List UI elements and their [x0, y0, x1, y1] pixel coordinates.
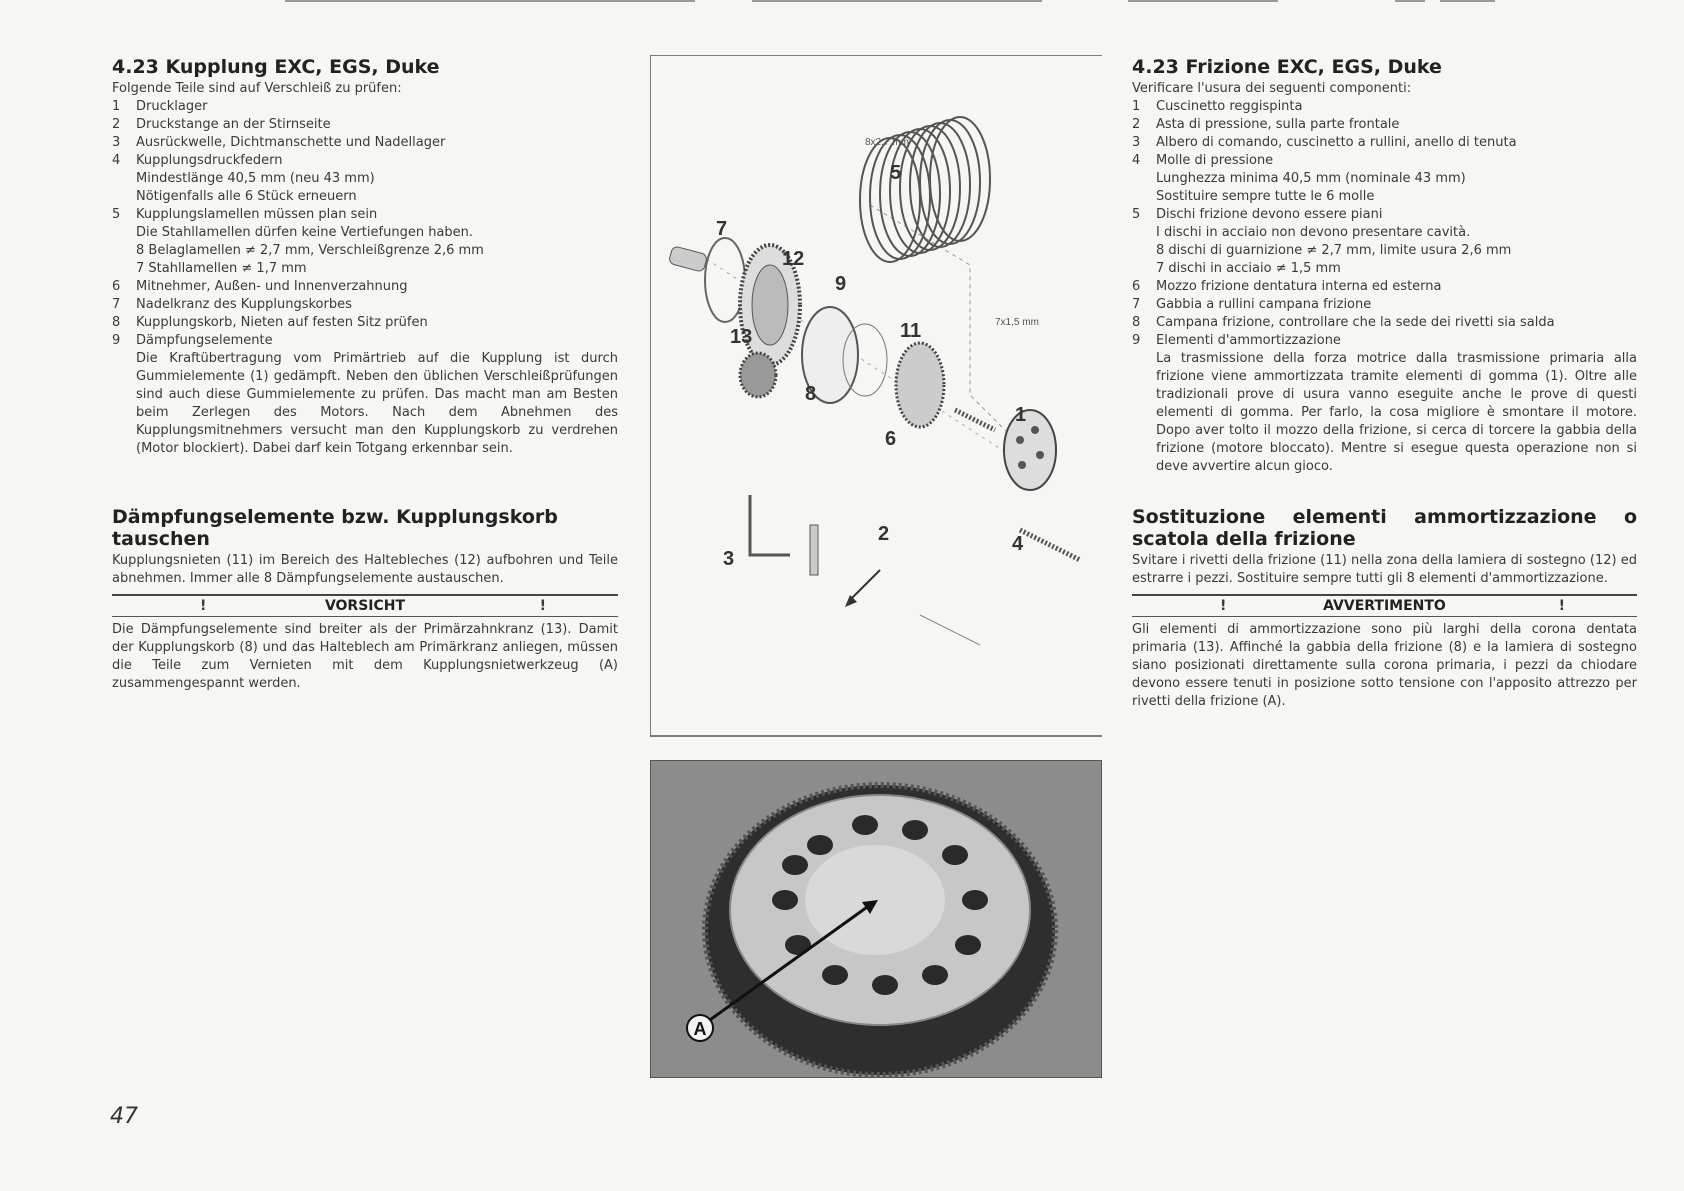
top-rule	[752, 0, 1042, 2]
right-column	[1132, 56, 1637, 711]
dimension-plates: 8x2,7 mm	[865, 137, 909, 148]
item9-text-de: Die Kraftübertragung vom Primärtrieb auf die Kupplung ist durch Gummielemente (1) gedämpft. Neben den üblichen Verschleißprüfungen sind auch diese Gummielemente zu prüfen. Das macht man am Besten beim Zerlegen des Motors. Nach dem Abnehmen des Kupplungsmitnehmers versucht man den Kupplungskorb zu verdrehen (Motor blockiert). Dabei darf kein Totgang erkennbar sein.	[136, 351, 618, 456]
warning-mark: !	[1220, 598, 1227, 614]
section-title-de: 4.23 Kupplung EXC, EGS, Duke	[112, 56, 440, 78]
list-item: 3 Ausrückwelle, Dichtmanschette und Nadellager	[112, 135, 446, 150]
warning-text-de: Die Dämpfungselemente sind breiter als der Primärzahnkranz (13). Damit der Kupplungskorb (8) und das Halteblech am Primärkranz anliegen, müssen die Teile zum Vernieten mit dem Kupplungsnietwerkzeug (A) zusammengespannt werden.	[112, 622, 618, 691]
list-subline: Sostituire sempre tutte le 6 molle	[1156, 189, 1375, 204]
callout-5: 5	[890, 162, 902, 184]
warning-mark: !	[539, 598, 546, 614]
list-subline: I dischi in acciaio non devono presentare cavità.	[1156, 225, 1471, 240]
warning-label: AVVERTIMENTO	[1323, 598, 1446, 614]
warning-label: VORSICHT	[324, 598, 406, 614]
section-title-it: 4.23 Frizione EXC, EGS, Duke	[1132, 56, 1442, 78]
callout-9: 9	[835, 273, 847, 295]
list-item: 3 Albero di comando, cuscinetto a rullini, anello di tenuta	[1132, 135, 1517, 150]
callout-13: 13	[730, 326, 753, 348]
list-item: 2 Druckstange an der Stirnseite	[112, 117, 331, 132]
list-subline: 8 Belaglamellen ≠ 2,7 mm, Verschleißgrenze 2,6 mm	[136, 243, 484, 258]
list-item: 8 Campana frizione, controllare che la sede dei rivetti sia salda	[1132, 315, 1555, 330]
callout-3: 3	[723, 548, 735, 570]
list-item: 6 Mitnehmer, Außen- und Innenverzahnung	[112, 279, 408, 294]
callout-1: 1	[1015, 404, 1027, 426]
item9-text-it: La trasmissione della forza motrice dalla trasmissione primaria alla frizione viene ammortizzata tramite elementi di gomma (1). Oltre alle tradizionali prove di usura vanno eseguite anche le prove di questi elementi di gomma. Per farlo, la cosa migliore è smontare il motore. Dopo aver tolto il mozzo della frizione, si cerca di torcere la gabbia della frizione (motore bloccato). Mentre si esegue questa operazione non si deve avvertire alcun gioco.	[1156, 351, 1637, 474]
list-item: 9 Elementi d'ammortizzazione	[1132, 333, 1341, 348]
para2-de: Kupplungsnieten (11) im Bereich des Haltebleches (12) aufbohren und Teile abnehmen. Immer alle 8 Dämpfungselemente austauschen.	[112, 553, 618, 586]
top-rule	[285, 0, 695, 2]
list-item: 1 Drucklager	[112, 99, 208, 114]
section-title2-de: Dämpfungselemente bzw. Kupplungskorb tauschen	[112, 506, 558, 550]
callout-6: 6	[885, 428, 897, 450]
page-number: 47	[110, 1104, 138, 1129]
list-subline: Mindestlänge 40,5 mm (neu 43 mm)	[136, 171, 375, 186]
list-item: 2 Asta di pressione, sulla parte frontale	[1132, 117, 1400, 132]
top-rule	[1128, 0, 1278, 2]
photo-callout-a: A	[693, 1019, 707, 1039]
list-item: 7 Nadelkranz des Kupplungskorbes	[112, 297, 352, 312]
clutch-exploded-diagram	[650, 55, 1102, 737]
list-item: 5 Dischi frizione devono essere piani	[1132, 207, 1383, 222]
top-rule	[1440, 0, 1495, 2]
list-item: 4 Molle di pressione	[1132, 153, 1274, 168]
list-subline: 8 dischi di guarnizione ≠ 2,7 mm, limite usura 2,6 mm	[1156, 243, 1512, 258]
callout-8: 8	[805, 383, 817, 405]
callout-2: 2	[878, 523, 890, 545]
list-item: 6 Mozzo frizione dentatura interna ed esterna	[1132, 279, 1442, 294]
list-subline: Nötigenfalls alle 6 Stück erneuern	[136, 189, 357, 204]
list-item: 9 Dämpfungselemente	[112, 333, 273, 348]
list-item: 4 Kupplungsdruckfedern	[112, 153, 283, 168]
list-item: 1 Cuscinetto reggispinta	[1132, 99, 1303, 114]
list-subline: Lunghezza minima 40,5 mm (nominale 43 mm)	[1156, 171, 1466, 186]
list-subline: 7 dischi in acciaio ≠ 1,5 mm	[1156, 261, 1341, 276]
list-item: 7 Gabbia a rullini campana frizione	[1132, 297, 1372, 312]
intro-de: Folgende Teile sind auf Verschleiß zu prüfen:	[112, 81, 402, 96]
para2-it: Svitare i rivetti della frizione (11) nella zona della lamiera di sostegno (12) ed estrarre i pezzi. Sostituire sempre tutti gli 8 elementi d'ammortizzazione.	[1132, 553, 1637, 586]
warning-mark: !	[200, 598, 207, 614]
check-list-it	[1132, 98, 1637, 170]
callout-11: 11	[900, 320, 922, 342]
warning-text-it: Gli elementi di ammortizzazione sono più larghi della corona dentata primaria (13). Affinché la gabbia della frizione (8) e la lamiera di sostegno siano posizionati direttamente sulla corona primaria, i pezzi da chiodare devono essere tenuti in posizione sotto tensione con l'apposito attrezzo per rivetti della frizione (A).	[1132, 622, 1637, 709]
dimension-steel: 7x1,5 mm	[995, 317, 1039, 328]
warning-bar-it	[1132, 594, 1637, 617]
warning-bar-de	[112, 594, 618, 617]
list-item: 5 Kupplungslamellen müssen plan sein	[112, 207, 378, 222]
section-title2-it: Sostituzione elementi ammortizzazione o scatola della frizione	[1132, 506, 1637, 550]
check-list-de	[112, 98, 618, 170]
callout-7: 7	[716, 218, 728, 240]
list-subline: Die Stahllamellen dürfen keine Vertiefungen haben.	[136, 225, 474, 240]
left-column	[112, 56, 618, 693]
list-item: 8 Kupplungskorb, Nieten auf festen Sitz prüfen	[112, 315, 428, 330]
callout-4: 4	[1012, 533, 1024, 555]
list-subline: 7 Stahllamellen ≠ 1,7 mm	[136, 261, 307, 276]
clutch-basket-photo	[650, 760, 1102, 1078]
top-rule	[1395, 0, 1425, 2]
callout-12: 12	[782, 248, 805, 270]
intro-it: Verificare l'usura dei seguenti componenti:	[1132, 81, 1412, 96]
warning-mark: !	[1558, 598, 1565, 614]
